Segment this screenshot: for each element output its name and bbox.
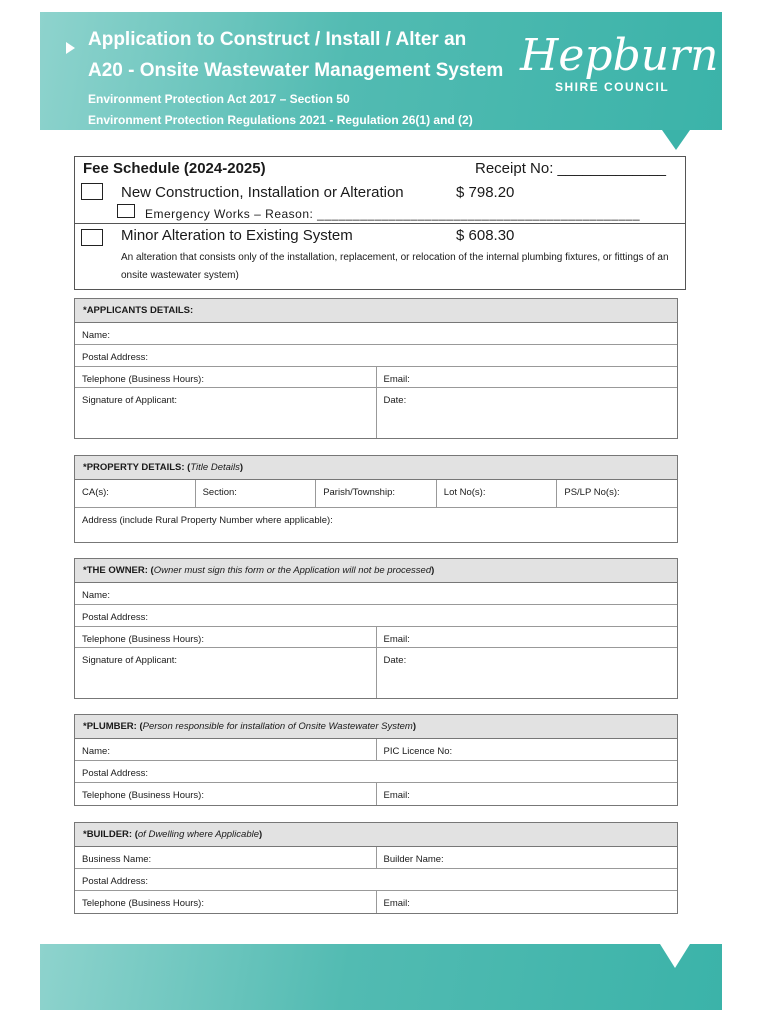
new-construction-label: New Construction, Installation or Alteration — [121, 184, 404, 201]
applicant-telephone-field[interactable]: Telephone (Business Hours): — [82, 374, 204, 385]
owner-date-field[interactable]: Date: — [376, 648, 678, 698]
applicant-signature-field[interactable]: Signature of Applicant: — [82, 395, 178, 406]
builder-telephone-field[interactable]: Telephone (Business Hours): — [82, 898, 204, 909]
plumber-heading — [75, 715, 677, 739]
property-heading-close: ) — [239, 462, 244, 473]
applicant-details-heading: *APPLICANTS DETAILS: — [75, 299, 677, 323]
owner-heading-close: ) — [431, 565, 435, 576]
owner-heading-note: Owner must sign this form or the Application will not be processed — [153, 565, 432, 576]
builder-section — [74, 822, 678, 914]
plumber-heading-note: Person responsible for installation of Onsite Wastewater System — [142, 721, 413, 732]
applicant-name-field[interactable]: Name: — [82, 330, 110, 341]
applicant-email-field[interactable]: Email: — [376, 367, 678, 387]
minor-alteration-price: $ 608.30 — [456, 227, 515, 244]
emergency-works-reason-field[interactable]: Emergency Works – Reason: _____________________________________________ — [145, 207, 640, 221]
builder-business-field[interactable]: Business Name: — [82, 854, 152, 865]
minor-alteration-label: Minor Alteration to Existing System — [121, 227, 353, 244]
builder-name-field[interactable]: Builder Name: — [376, 847, 678, 868]
plumber-licence-field[interactable]: PIC Licence No: — [376, 739, 678, 760]
applicant-date-field[interactable]: Date: — [376, 388, 678, 438]
owner-signature-field[interactable]: Signature of Applicant: — [82, 655, 178, 666]
builder-heading-note: of Dwelling where Applicable — [137, 829, 259, 840]
plumber-name-field[interactable]: Name: — [82, 746, 110, 757]
owner-name-field[interactable]: Name: — [82, 590, 110, 601]
applicant-postal-field[interactable]: Postal Address: — [82, 352, 149, 363]
header-notch — [662, 130, 690, 150]
property-details-section — [74, 455, 678, 543]
legislation-line1: Environment Protection Act 2017 – Section 50 — [88, 92, 350, 106]
owner-telephone-field[interactable]: Telephone (Business Hours): — [82, 634, 204, 645]
receipt-number-field[interactable]: Receipt No: _____________ — [475, 160, 666, 177]
owner-postal-field[interactable]: Postal Address: — [82, 612, 149, 623]
builder-email-field[interactable]: Email: — [376, 891, 678, 913]
logo-wordmark: Hepburn — [520, 30, 719, 81]
plumber-postal-field[interactable]: Postal Address: — [82, 768, 149, 779]
plumber-telephone-field[interactable]: Telephone (Business Hours): — [82, 790, 204, 801]
fee-schedule-title: Fee Schedule (2024-2025) — [83, 160, 266, 177]
applicant-details-section — [74, 298, 678, 439]
minor-alteration-checkbox[interactable] — [81, 229, 103, 246]
minor-alteration-note: An alteration that consists only of the installation, replacement, or relocation of the internal plumbing fixtures, or fittings of an onsite wastewater system) — [121, 252, 669, 281]
owner-heading — [75, 559, 677, 583]
property-section-field[interactable]: Section: — [195, 480, 316, 507]
property-address-field[interactable]: Address (include Rural Property Number where applicable): — [82, 515, 333, 526]
new-construction-price: $ 798.20 — [456, 184, 515, 201]
builder-heading-close: ) — [259, 829, 263, 840]
property-details-heading — [75, 456, 677, 480]
legislation-line2: Environment Protection Regulations 2021 - Regulation 26(1) and (2) — [88, 113, 473, 127]
plumber-heading-text: *PLUMBER: ( — [83, 721, 143, 732]
footer-banner — [40, 944, 722, 1010]
footer-notch — [660, 944, 690, 968]
new-construction-checkbox[interactable] — [81, 183, 103, 200]
hepburn-logo — [518, 24, 719, 84]
property-heading-note: Title Details — [190, 462, 240, 473]
owner-email-field[interactable]: Email: — [376, 627, 678, 647]
property-parish-field[interactable]: Parish/Township: — [315, 480, 436, 507]
property-lot-field[interactable]: Lot No(s): — [436, 480, 557, 507]
logo-subtitle: SHIRE COUNCIL — [555, 80, 670, 94]
fee-divider — [75, 223, 685, 224]
form-title-line2: A20 - Onsite Wastewater Management System — [88, 60, 504, 81]
emergency-works-checkbox[interactable] — [117, 204, 135, 218]
property-heading-text: *PROPERTY DETAILS: ( — [83, 462, 191, 473]
builder-heading — [75, 823, 677, 847]
fee-schedule — [74, 156, 686, 290]
property-pslp-field[interactable]: PS/LP No(s): — [556, 480, 677, 507]
play-arrow-icon — [66, 42, 75, 54]
form-title-line1: Application to Construct / Install / Alter an — [88, 29, 467, 50]
builder-postal-field[interactable]: Postal Address: — [82, 876, 149, 887]
plumber-section — [74, 714, 678, 806]
plumber-heading-close: ) — [412, 721, 416, 732]
owner-section — [74, 558, 678, 699]
plumber-email-field[interactable]: Email: — [376, 783, 678, 805]
property-ca-field[interactable]: CA(s): — [82, 487, 109, 498]
builder-heading-text: *BUILDER: ( — [83, 829, 138, 840]
owner-heading-text: *THE OWNER: ( — [83, 565, 154, 576]
